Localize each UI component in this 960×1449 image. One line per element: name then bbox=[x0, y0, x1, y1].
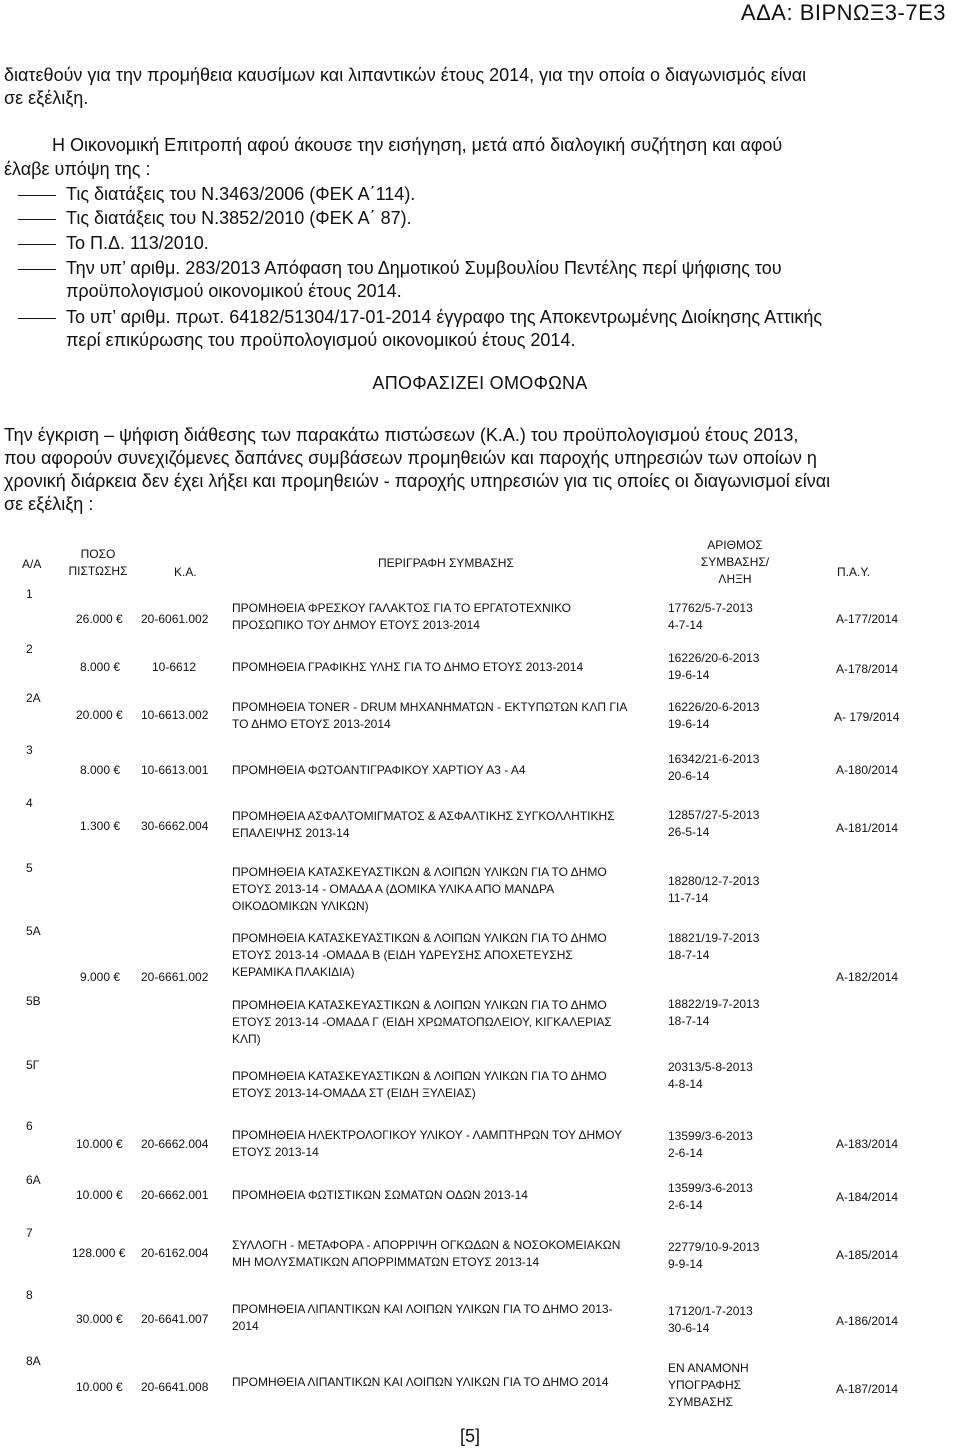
description: ΠΡΟΜΗΘΕΙΑ ΦΩΤΙΣΤΙΚΩΝ ΣΩΜΑΤΩΝ ΟΔΩΝ 2013-14 bbox=[232, 1188, 528, 1202]
row-aa: 2Α bbox=[26, 691, 41, 705]
ka-code: 20-6061.002 bbox=[141, 612, 209, 626]
row-aa: 2 bbox=[26, 642, 33, 656]
ka-code: 10-6613.001 bbox=[141, 763, 209, 777]
pay-code: Α-185/2014 bbox=[836, 1248, 899, 1262]
pay-code: Α-182/2014 bbox=[836, 970, 899, 984]
amount: 30.000 € bbox=[76, 1312, 123, 1326]
row-aa: 1 bbox=[26, 587, 33, 601]
contract-number: 17762/5-7-2013 4-7-14 bbox=[668, 601, 753, 632]
ka-code: 20-6662.001 bbox=[141, 1188, 209, 1202]
contract-number: 16342/21-6-2013 20-6-14 bbox=[668, 752, 760, 783]
amount: 10.000 € bbox=[76, 1137, 123, 1151]
dash-icon bbox=[18, 244, 56, 245]
amount: 10.000 € bbox=[76, 1188, 123, 1202]
amount: 26.000 € bbox=[76, 612, 123, 626]
amount: 128.000 € bbox=[72, 1246, 126, 1260]
paragraph-2-line-1: Η Οικονομική Επιτροπή αφού άκουσε την εισήγηση, μετά από διαλογική συζήτηση και αφού bbox=[52, 135, 783, 155]
header-ka: Κ.Α. bbox=[174, 565, 197, 579]
pay-code: Α-186/2014 bbox=[836, 1314, 899, 1328]
description: ΠΡΟΜΗΘΕΙΑ ΚΑΤΑΣΚΕΥΑΣΤΙΚΩΝ & ΛΟΙΠΩΝ ΥΛΙΚΩΝ ΓΙΑ ΤΟ ΔΗΜΟ ΕΤΟΥΣ 2013-14 - ΟΜΑΔΑ Α (ΔΟΜΙΚΑ ΥΛΙΚΑ ΑΠΟ ΜΑΝΔΡΑ ΟΙΚΟΔΟΜΙΚΩΝ ΥΛΙΚΩΝ) bbox=[232, 865, 607, 913]
decision-line-3: χρονική διάρκεια δεν έχει λήξει και προμηθειών - παροχής υπηρεσιών για τις οποίες οι διαγωνισμοί είναι bbox=[4, 471, 831, 491]
page-number: [5] bbox=[460, 1426, 481, 1446]
decision-title: ΑΠΟΦΑΣΙΖΕΙ ΟΜΟΦΩΝΑ bbox=[372, 373, 588, 393]
amount: 9.000 € bbox=[80, 970, 121, 984]
row-aa: 5Β bbox=[26, 994, 41, 1008]
bullet-item: Τις διατάξεις του Ν.3463/2006 (ΦΕΚ Α΄114). bbox=[18, 183, 944, 206]
row-aa: 8 bbox=[26, 1288, 33, 1302]
bullet-item: Την υπ’ αριθμ. 283/2013 Απόφαση του Δημοτικού Συμβουλίου Πεντέλης περί ψήφισης του προϋπολογισμού οικονομικού έτους 2014. bbox=[18, 257, 944, 303]
row-aa: 3 bbox=[26, 743, 33, 757]
intro-line-1: διατεθούν για την προμήθεια καυσίμων και λιπαντικών έτους 2014, για την οποία ο διαγωνισμός είναι bbox=[4, 65, 807, 85]
amount: 20.000 € bbox=[76, 708, 123, 722]
row-aa: 6 bbox=[26, 1119, 33, 1133]
contract-number: 16226/20-6-2013 19-6-14 bbox=[668, 700, 760, 731]
row-aa: 8Α bbox=[26, 1354, 41, 1368]
row-aa: 5Γ bbox=[26, 1058, 40, 1072]
decision-line-1: Την έγκριση – ψήφιση διάθεσης των παρακάτω πιστώσεων (Κ.Α.) του προϋπολογισμού έτους 2013, bbox=[4, 425, 799, 445]
header-aa: Α/Α bbox=[22, 557, 42, 571]
contract-number: 13599/3-6-2013 2-6-14 bbox=[668, 1181, 753, 1212]
row-aa: 5 bbox=[26, 861, 33, 875]
pay-code: Α-181/2014 bbox=[836, 821, 899, 835]
amount: 8.000 € bbox=[80, 763, 121, 777]
contract-number: 20313/5-8-2013 4-8-14 bbox=[668, 1060, 753, 1091]
contract-number: 13599/3-6-2013 2-6-14 bbox=[668, 1129, 753, 1160]
description: ΠΡΟΜΗΘΕΙΑ ΛΙΠΑΝΤΙΚΩΝ ΚΑΙ ΛΟΙΠΩΝ ΥΛΙΚΩΝ ΓΙΑ ΤΟ ΔΗΜΟ 2013- 2014 bbox=[232, 1302, 613, 1333]
description: ΠΡΟΜΗΘΕΙΑ ΓΡΑΦΙΚΗΣ ΥΛΗΣ ΓΙΑ ΤΟ ΔΗΜΟ ΕΤΟΥΣ 2013-2014 bbox=[232, 660, 584, 674]
description: ΠΡΟΜΗΘΕΙΑ ΚΑΤΑΣΚΕΥΑΣΤΙΚΩΝ & ΛΟΙΠΩΝ ΥΛΙΚΩΝ ΓΙΑ ΤΟ ΔΗΜΟ ΕΤΟΥΣ 2013-14-ΟΜΑΔΑ ΣΤ (ΕΙΔΗ ΞΥΛΕΙΑΣ) bbox=[232, 1069, 607, 1100]
ka-code: 30-6662.004 bbox=[141, 819, 209, 833]
amount: 8.000 € bbox=[80, 660, 121, 674]
contract-number: 18280/12-7-2013 11-7-14 bbox=[668, 874, 760, 905]
description: ΠΡΟΜΗΘΕΙΑ ΚΑΤΑΣΚΕΥΑΣΤΙΚΩΝ & ΛΟΙΠΩΝ ΥΛΙΚΩΝ ΓΙΑ ΤΟ ΔΗΜΟ ΕΤΟΥΣ 2013-14 -ΟΜΑΔΑ Γ (ΕΙΔΗ ΧΡΩΜΑΤΟΠΩΛΕΙΟΥ, ΚΙΓΚΑΛΕΡΙΑΣ ΚΛΠ) bbox=[232, 998, 612, 1046]
ka-code: 10-6613.002 bbox=[141, 708, 209, 722]
dash-icon bbox=[18, 318, 56, 319]
ada-code: ΑΔΑ: ΒΙΡΝΩΞ3-7Ε3 bbox=[740, 0, 946, 25]
contract-number: ΕΝ ΑΝΑΜΟΝΗ ΥΠΟΓΡΑΦΗΣ ΣΥΜΒΑΣΗΣ bbox=[668, 1361, 749, 1409]
contract-number: 17120/1-7-2013 30-6-14 bbox=[668, 1304, 753, 1335]
description: ΠΡΟΜΗΘΕΙΑ ΛΙΠΑΝΤΙΚΩΝ ΚΑΙ ΛΟΙΠΩΝ ΥΛΙΚΩΝ ΓΙΑ ΤΟ ΔΗΜΟ 2014 bbox=[232, 1375, 609, 1389]
description: ΠΡΟΜΗΘΕΙΑ TONER - DRUM ΜΗΧΑΝΗΜΑΤΩΝ - ΕΚΤΥΠΩΤΩΝ ΚΛΠ ΓΙΑ ΤΟ ΔΗΜΟ ΕΤΟΥΣ 2013-2014 bbox=[232, 700, 628, 731]
header-contract-number: ΑΡΙΘΜΟΣ ΣΥΜΒΑΣΗΣ/ ΛΗΞΗ bbox=[700, 538, 770, 586]
paragraph-2-line-2: έλαβε υπόψη της : bbox=[4, 159, 151, 179]
ka-code: 20-6662.004 bbox=[141, 1137, 209, 1151]
description: ΠΡΟΜΗΘΕΙΑ ΑΣΦΑΛΤΟΜΙΓΜΑΤΟΣ & ΑΣΦΑΛΤΙΚΗΣ ΣΥΓΚΟΛΛΗΤΙΚΗΣ ΕΠΑΛΕΙΨΗΣ 2013-14 bbox=[232, 809, 615, 840]
description: ΠΡΟΜΗΘΕΙΑ ΗΛΕΚΤΡΟΛΟΓΙΚΟΥ ΥΛΙΚΟΥ - ΛΑΜΠΤΗΡΩΝ ΤΟΥ ΔΗΜΟΥ ΕΤΟΥΣ 2013-14 bbox=[232, 1128, 623, 1159]
header-poso: ΠΟΣΟ ΠΙΣΤΩΣΗΣ bbox=[68, 547, 128, 578]
description: ΠΡΟΜΗΘΕΙΑ ΦΩΤΟΑΝΤΙΓΡΑΦΙΚΟΥ ΧΑΡΤΙΟΥ Α3 - Α4 bbox=[232, 763, 526, 777]
header-description: ΠΕΡΙΓΡΑΦΗ ΣΥΜΒΑΣΗΣ bbox=[378, 556, 514, 570]
pay-code: Α-187/2014 bbox=[836, 1382, 899, 1396]
header-pay: Π.Α.Υ. bbox=[837, 565, 871, 579]
pay-code: Α- 179/2014 bbox=[834, 710, 900, 724]
contract-number: 16226/20-6-2013 19-6-14 bbox=[668, 651, 760, 682]
bullet-item: Το υπ’ αριθμ. πρωτ. 64182/51304/17-01-2014 έγγραφο της Αποκεντρωμένης Διοίκησης Αττικής περί επικύρωσης του προϋπολογισμού οικονομικού έτους 2014. bbox=[18, 306, 944, 352]
amount: 1.300 € bbox=[80, 819, 121, 833]
row-aa: 4 bbox=[26, 796, 33, 810]
row-aa: 7 bbox=[26, 1226, 33, 1240]
contract-number: 18821/19-7-2013 18-7-14 bbox=[668, 931, 760, 962]
dash-icon bbox=[18, 219, 56, 220]
ka-code: 10-6612 bbox=[152, 660, 197, 674]
bullet-item: Τις διατάξεις του Ν.3852/2010 (ΦΕΚ Α΄ 87). bbox=[18, 207, 944, 230]
pay-code: Α-180/2014 bbox=[836, 763, 899, 777]
ka-code: 20-6162.004 bbox=[141, 1246, 209, 1260]
pay-code: Α-184/2014 bbox=[836, 1190, 899, 1204]
pay-code: Α-177/2014 bbox=[836, 612, 899, 626]
decision-line-4: σε εξέλιξη : bbox=[4, 494, 94, 514]
description: ΠΡΟΜΗΘΕΙΑ ΦΡΕΣΚΟΥ ΓΑΛΑΚΤΟΣ ΓΙΑ ΤΟ ΕΡΓΑΤΟΤΕΧΝΙΚΟ ΠΡΟΣΩΠΙΚΟ ΤΟΥ ΔΗΜΟΥ ΕΤΟΥΣ 2013-2014 bbox=[232, 601, 572, 632]
pay-code: Α-178/2014 bbox=[836, 662, 899, 676]
contract-number: 18822/19-7-2013 18-7-14 bbox=[668, 997, 760, 1028]
description: ΠΡΟΜΗΘΕΙΑ ΚΑΤΑΣΚΕΥΑΣΤΙΚΩΝ & ΛΟΙΠΩΝ ΥΛΙΚΩΝ ΓΙΑ ΤΟ ΔΗΜΟ ΕΤΟΥΣ 2013-14 -ΟΜΑΔΑ Β (ΕΙΔΗ ΥΔΡΕΥΣΗΣ ΑΠΟΧΕΤΕΥΣΗΣ ΚΕΡΑΜΙΚΑ ΠΛΑΚΙΔΙΑ) bbox=[232, 931, 607, 979]
ka-code: 20-6661.002 bbox=[141, 970, 209, 984]
amount: 10.000 € bbox=[76, 1380, 123, 1394]
contract-number: 12857/27-5-2013 26-5-14 bbox=[668, 808, 760, 839]
intro-line-2: σε εξέλιξη. bbox=[4, 88, 89, 108]
row-aa: 5Α bbox=[26, 924, 41, 938]
pay-code: Α-183/2014 bbox=[836, 1137, 899, 1151]
row-aa: 6Α bbox=[26, 1173, 41, 1187]
ka-code: 20-6641.008 bbox=[141, 1380, 209, 1394]
dash-icon bbox=[18, 269, 56, 270]
contract-number: 22779/10-9-2013 9-9-14 bbox=[668, 1240, 760, 1271]
dash-icon bbox=[18, 195, 56, 196]
description: ΣΥΛΛΟΓΗ - ΜΕΤΑΦΟΡΑ - ΑΠΟΡΡΙΨΗ ΟΓΚΩΔΩΝ & ΝΟΣΟΚΟΜΕΙΑΚΩΝ ΜΗ ΜΟΛΥΣΜΑΤΙΚΩΝ ΑΠΟΡΡΙΜΜΑΤΩΝ ΕΤΟΥΣ 2013-14 bbox=[232, 1238, 621, 1269]
decision-line-2: που αφορούν συνεχιζόμενες δαπάνες συμβάσεων προμηθειών και παροχής υπηρεσιών των οποίων η bbox=[4, 448, 817, 468]
bullet-item: Το Π.Δ. 113/2010. bbox=[18, 232, 944, 255]
ka-code: 20-6641.007 bbox=[141, 1312, 209, 1326]
